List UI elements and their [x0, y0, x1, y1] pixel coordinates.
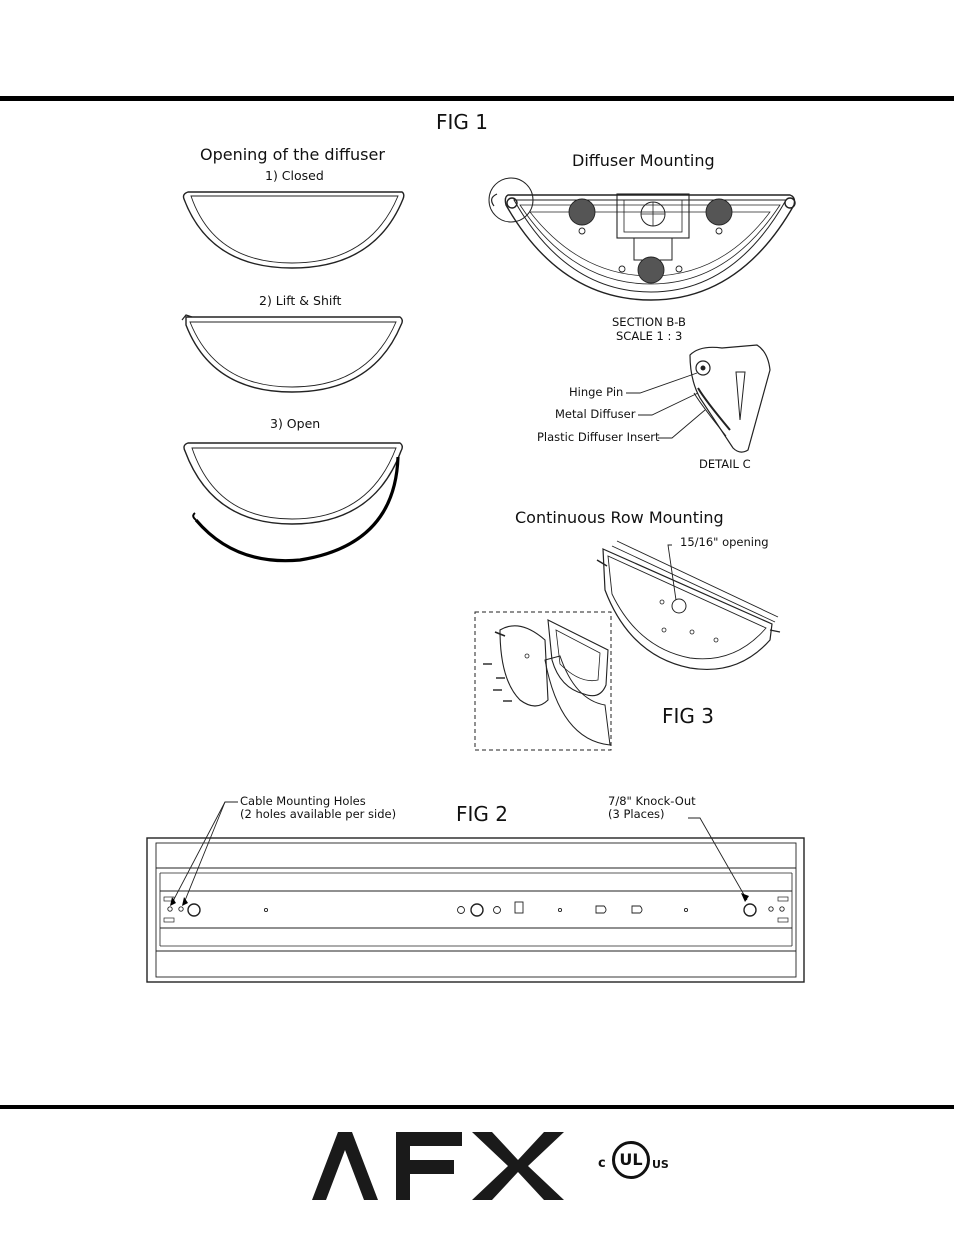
scale-label: SCALE 1 : 3 [616, 329, 683, 343]
callout-metal-diffuser: Metal Diffuser [555, 407, 636, 421]
opening-title: Opening of the diffuser [200, 145, 385, 164]
fig3-title: FIG 3 [662, 704, 714, 728]
cul-c-letter: c [598, 1156, 606, 1171]
fig2-housing-drawing [147, 802, 804, 982]
cul-us-letters: US [652, 1158, 669, 1171]
cable-holes-label-1: Cable Mounting Holes [240, 794, 366, 808]
ul-circle [612, 1141, 650, 1179]
detail-label: DETAIL C [699, 457, 751, 471]
cable-holes-label-2: (2 holes available per side) [240, 807, 397, 821]
diffuser-closed-drawing [184, 192, 404, 268]
afx-logo [312, 1130, 564, 1202]
opening-size-label: 15/16" opening [680, 535, 769, 549]
diffuser-open-drawing [184, 443, 402, 561]
ul-letters: UL [619, 1150, 643, 1169]
diffuser-lift-shift-drawing [182, 315, 402, 392]
diffuser-mounting-drawing [489, 178, 795, 300]
knockout-label-1: 7/8" Knock-Out [608, 794, 696, 808]
cul-us-mark [598, 1141, 670, 1185]
fig1-title: FIG 1 [436, 110, 488, 134]
afx-logo-mark [312, 1130, 564, 1202]
mounting-title: Diffuser Mounting [572, 151, 715, 170]
knockout-label-2: (3 Places) [608, 807, 665, 821]
callout-hinge-pin: Hinge Pin [569, 385, 624, 399]
step-open: 3) Open [270, 416, 321, 431]
section-label: SECTION B-B [612, 315, 686, 329]
callout-plastic-insert: Plastic Diffuser Insert [537, 430, 660, 444]
fig2-title: FIG 2 [456, 802, 508, 826]
arrow-head [170, 897, 176, 906]
step-closed: 1) Closed [265, 168, 324, 183]
continuous-row-title: Continuous Row Mounting [515, 508, 724, 527]
step-lift-shift: 2) Lift & Shift [259, 293, 342, 308]
continuous-row-drawing [475, 541, 780, 750]
